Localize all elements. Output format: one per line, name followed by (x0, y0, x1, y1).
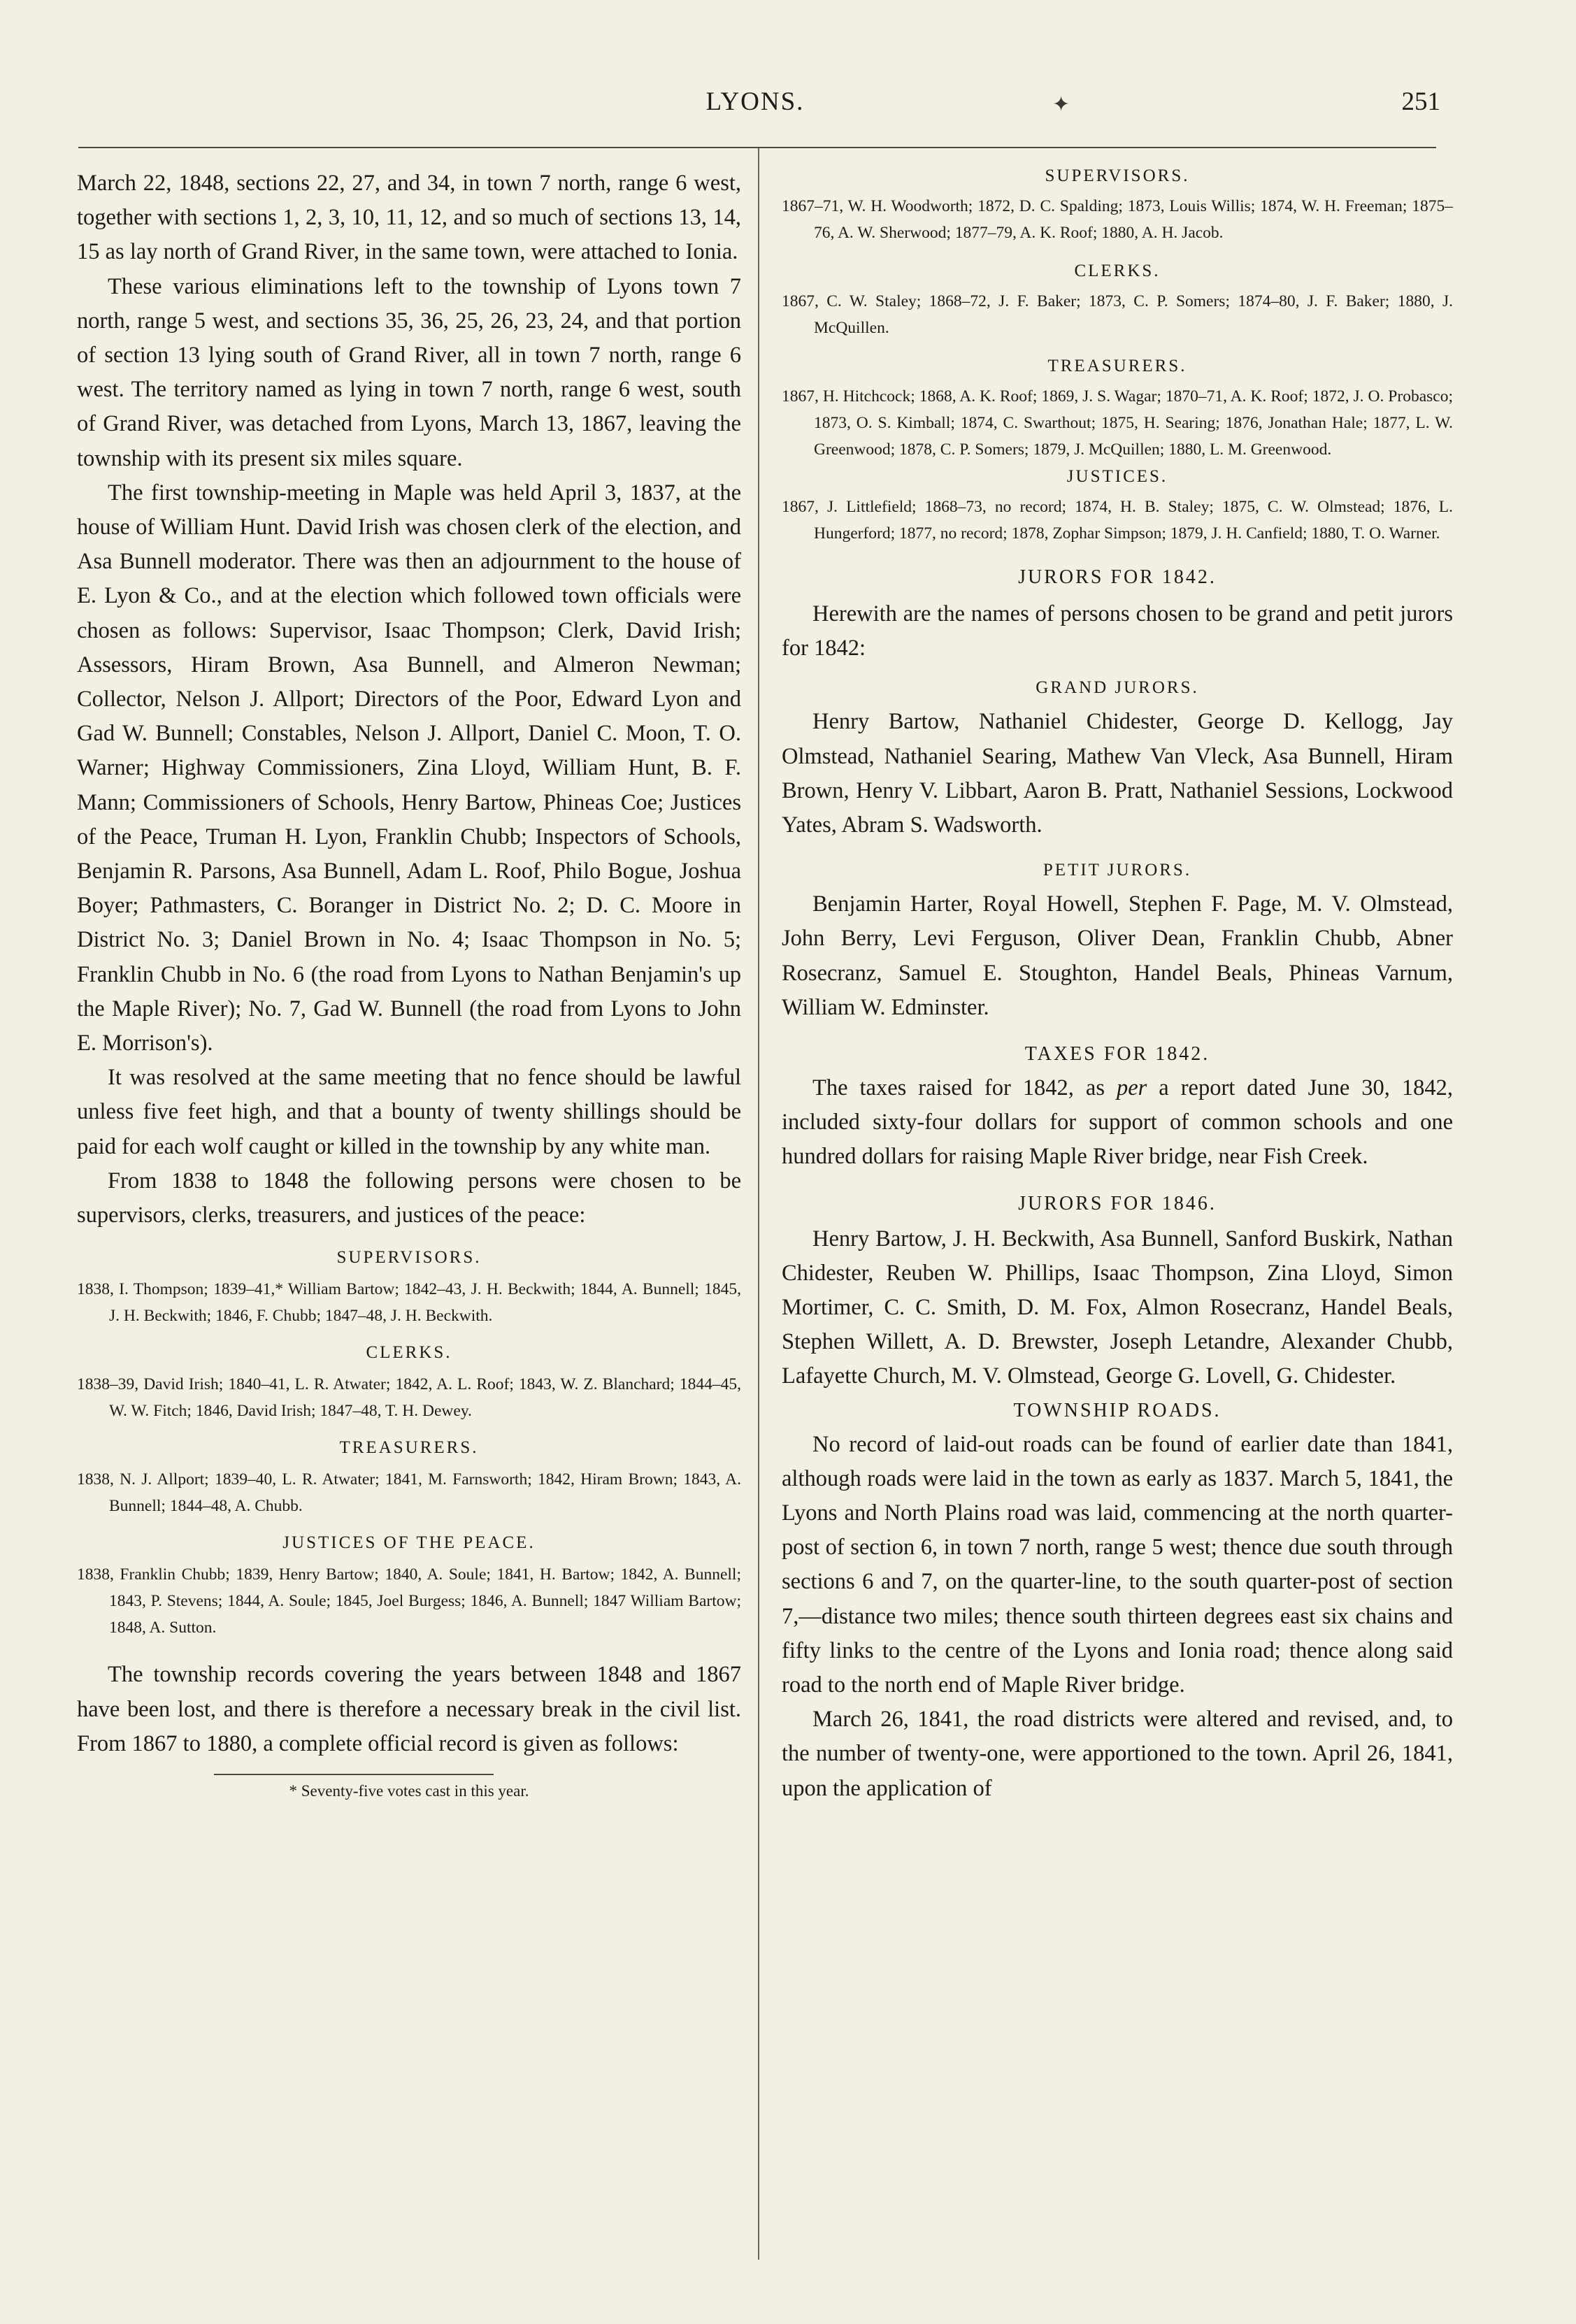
column-rule (758, 148, 759, 2260)
clerks-1838-list: 1838–39, David Irish; 1840–41, L. R. Atwater; 1842, A. L. Roof; 1843, W. Z. Blanchard; 1844–45, W. W. Fitch; 1846, David Irish; 1847–48, T. H. Dewey. (77, 1375, 741, 1421)
paragraph-road-districts: March 26, 1841, the road districts were altered and revised, and, to the number of twenty-one, were apportioned to the town. April 26, 1841, upon the application of (782, 1707, 1453, 1801)
ornament-icon: ✦ (1052, 93, 1070, 116)
paragraph-annexation: March 22, 1848, sections 22, 27, and 34, in town 7 north, range 6 west, together with sections 1, 2, 3, 10, 11, 12, and so much of sections 13, 14, 15 as lay north of Grand River, in the same town, were attached to Ionia. (77, 171, 741, 265)
footnote: * Seventy-five votes cast in this year. (289, 1781, 529, 1800)
taxes-text-b: a report dated June 30, 1842, included sixty-four dollars for support of common schools and one hundred dollars for raising Maple River bridge, near Fish Creek. (782, 1075, 1453, 1170)
page-header (70, 83, 1440, 124)
petit-jurors-list: Benjamin Harter, Royal Howell, Stephen F. Page, M. V. Olmstead, John Berry, Levi Ferguson, Oliver Dean, Franklin Chubb, Abner Rosecranz, Samuel E. Stoughton, Handel Beals, Phineas Varnum, William W. Edminster. (782, 891, 1453, 1020)
heading-petit-jurors: PETIT JURORS. (1043, 861, 1192, 880)
supervisors-1838-list: 1838, I. Thompson; 1839–41,* William Bartow; 1842–43, J. H. Beckwith; 1844, A. Bunnell; 1845, J. H. Beckwith; 1846, F. Chubb; 1847–48, J. H. Beckwith. (77, 1280, 741, 1326)
heading-justices-1867: JUSTICES. (1066, 467, 1168, 486)
supervisors-1867-list: 1867–71, W. H. Woodworth; 1872, D. C. Spalding; 1873, Louis Willis; 1874, W. H. Freeman; 1875–76, A. W. Sherwood; 1877–79, A. K. Roof; 1880, A. H. Jacob. (782, 197, 1453, 242)
treasurers-1867-list: 1867, H. Hitchcock; 1868, A. K. Roof; 1869, J. S. Wagar; 1870–71, A. K. Roof; 1872, J. O. Probasco; 1873, O. S. Kimball; 1874, C. Swarthout; 1875, H. Searing; 1876, Jonathan Hale; 1877, L. W. Greenwood; 1878, C. P. Somers; 1879, J. McQuillen; 1880, L. M. Greenwood. (782, 387, 1453, 459)
heading-supervisors-1867: SUPERVISORS. (1045, 166, 1190, 185)
heading-treasurers-1838: TREASURERS. (339, 1438, 479, 1458)
clerks-1867-list: 1867, C. W. Staley; 1868–72, J. F. Baker; 1873, C. P. Somers; 1874–80, J. F. Baker; 1880, J. McQuillen. (782, 292, 1453, 337)
page-number: 251 (1401, 87, 1440, 116)
left-column (77, 166, 741, 1800)
paragraph-taxes (782, 1071, 1453, 1175)
heading-grand-jurors: GRAND JURORS. (1036, 678, 1199, 698)
grand-jurors-list: Henry Bartow, Nathaniel Chidester, George D. Kellogg, Jay Olmstead, Nathaniel Searing, Mathew Van Vleck, Asa Bunnell, Hiram Brown, Henry V. Libbart, Aaron B. Pratt, Nathaniel Sessions, Lockwood Yates, Abram S. Wadsworth. (782, 709, 1453, 838)
paragraph-records-lost: The township records covering the years between 1848 and 1867 have been lost, and there is therefore a necessary break in the civil list. From 1867 to 1880, a complete official record is given as follows: (77, 1662, 741, 1756)
justices-1867-list: 1867, J. Littlefield; 1868–73, no record; 1874, H. B. Staley; 1875, C. W. Olmstead; 1876, L. Hungerford; 1877, no record; 1878, Zophar Simpson; 1879, J. H. Canfield; 1880, T. O. Warner. (782, 498, 1453, 543)
heading-jurors-1842: JURORS FOR 1842. (1018, 566, 1217, 588)
taxes-per: per (1116, 1075, 1147, 1101)
jurors-1846-list: Henry Bartow, J. H. Beckwith, Asa Bunnell, Sanford Buskirk, Nathan Chidester, Reuben W. Phillips, Isaac Thompson, Zina Lloyd, Simon Mortimer, C. C. Smith, D. M. Fox, Almon Rosecranz, Handel Beals, Stephen Willett, A. D. Brewster, Joseph Letandre, Alexander Chubb, Lafayette Church, M. V. Olmstead, George G. Lovell, G. Chidester. (782, 1226, 1453, 1389)
running-head: LYONS. (705, 87, 805, 116)
heading-clerks-1838: CLERKS. (366, 1343, 452, 1363)
paragraph-roads-1841: No record of laid-out roads can be found of earlier date than 1841, although roads were laid in the town as early as 1837. March 5, 1841, the Lyons and North Plains road was laid, commencing at the north quarter-post of section 6, in town 7 north, range 5 west; thence due south through sections 6 and 7, on the quarter-line, to the south quarter-post of section 7,—distance two miles; thence south thirteen degrees east six chains and fifty links to the centre of the Lyons and Ionia road; thence along said road to the north end of Maple River bridge. (782, 1431, 1453, 1698)
heading-treasurers-1867: TREASURERS. (1047, 357, 1187, 375)
paragraph-officers-intro: From 1838 to 1848 the following persons were chosen to be supervisors, clerks, treasurers, and justices of the peace: (77, 1168, 741, 1228)
heading-jurors-1846: JURORS FOR 1846. (1018, 1192, 1217, 1214)
heading-clerks-1867: CLERKS. (1074, 261, 1161, 280)
footnote-rule (214, 1774, 494, 1775)
justices-1838-list: 1838, Franklin Chubb; 1839, Henry Bartow; 1840, A. Soule; 1841, H. Bartow; 1842, A. Bunnell; 1843, P. Stevens; 1844, A. Soule; 1845, Joel Burgess; 1846, A. Bunnell; 1847 William Bartow; 1848, A. Sutton. (77, 1565, 741, 1637)
treasurers-1838-list: 1838, N. J. Allport; 1839–40, L. R. Atwater; 1841, M. Farnsworth; 1842, Hiram Brown; 1843, A. Bunnell; 1844–48, A. Chubb. (77, 1470, 741, 1516)
heading-supervisors-1838: SUPERVISORS. (336, 1248, 482, 1268)
taxes-text-a: The taxes raised for 1842, as (812, 1075, 1117, 1101)
heading-township-roads: TOWNSHIP ROADS. (1013, 1399, 1222, 1421)
header-rule (78, 147, 1436, 148)
paragraph-eliminations: These various eliminations left to the township of Lyons town 7 north, range 5 west, and sections 35, 36, 25, 26, 23, 24, and that portion of section 13 lying south of Grand River, all in town 7 north, range 6 west. The territory named as lying in town 7 north, range 6 west, south of Grand River, was detached from Lyons, March 13, 1867, leaving the township with its present six miles square. (77, 273, 741, 471)
paragraph-jurors-intro: Herewith are the names of persons chosen to be grand and petit jurors for 1842: (782, 601, 1453, 661)
paragraph-fence-bounty: It was resolved at the same meeting that no fence should be lawful unless five feet high, and that a bounty of twenty shillings should be paid for each wolf caught or killed in the township by any white man. (77, 1065, 741, 1159)
right-column (782, 166, 1453, 1806)
heading-justices-1838: JUSTICES OF THE PEACE. (282, 1533, 536, 1553)
paragraph-first-meeting: The first township-meeting in Maple was held April 3, 1837, at the house of William Hunt. David Irish was chosen clerk of the election, and Asa Bunnell moderator. There was then an adjournment to the house of E. Lyon & Co., and at the election which followed town officials were chosen as follows: Supervisor, Isaac Thompson; Clerk, David Irish; Assessors, Hiram Brown, Asa Bunnell, and Almeron Newman; Collector, Nelson J. Allport; Directors of the Poor, Edward Lyon and Gad W. Bunnell; Constables, Nelson J. Allport, Daniel C. Moon, T. O. Warner; Highway Commissioners, Zina Lloyd, William Hunt, B. F. Mann; Commissioners of Schools, Henry Bartow, Phineas Coe; Justices of the Peace, Truman H. Lyon, Franklin Chubb; Inspectors of Schools, Benjamin R. Parsons, Asa Bunnell, Adam L. Roof, Philo Bogue, Joshua Boyer; Pathmasters, C. Boranger in District No. 2; D. C. Moore in District No. 3; Daniel Brown in No. 4; Isaac Thompson in No. 5; Franklin Chubb in No. 6 (the road from Lyons to Nathan Benjamin's up the Maple River); No. 7, Gad W. Bunnell (the road from Lyons to John E. Morrison's). (77, 480, 741, 1056)
heading-taxes-1842: TAXES FOR 1842. (1024, 1043, 1210, 1066)
